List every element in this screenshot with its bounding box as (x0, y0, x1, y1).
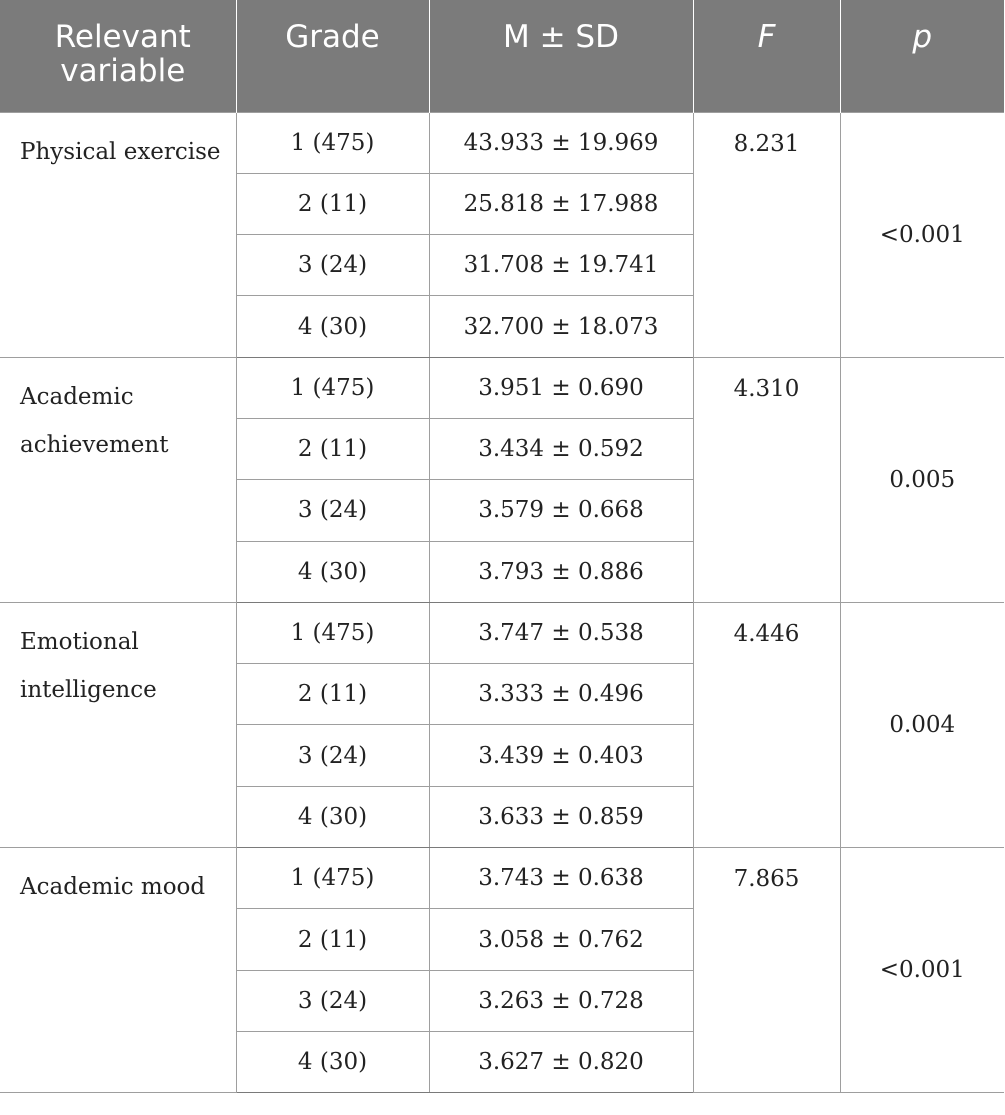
grade-cell: 2 (11) (236, 909, 429, 970)
header-p-label: p (912, 19, 933, 55)
f-value-cell: 8.231 (693, 112, 840, 357)
mean-sd-cell: 3.058 ± 0.762 (429, 909, 693, 970)
p-value-cell: <0.001 (840, 848, 1004, 1093)
header-relevant-variable: Relevant variable (0, 0, 236, 112)
mean-sd-cell: 3.633 ± 0.859 (429, 786, 693, 847)
table-row (0, 848, 1004, 909)
p-value-cell: 0.005 (840, 357, 1004, 602)
p-value-cell: <0.001 (840, 112, 1004, 357)
mean-sd-cell: 3.434 ± 0.592 (429, 418, 693, 479)
mean-sd-cell: 43.933 ± 19.969 (429, 112, 693, 173)
grade-cell: 4 (30) (236, 296, 429, 357)
variable-cell: Emotional intelligence (0, 602, 236, 847)
variable-cell: Academic achievement (0, 357, 236, 602)
header-p (840, 0, 1004, 112)
variable-cell: Academic mood (0, 848, 236, 1093)
grade-cell: 4 (30) (236, 541, 429, 602)
table-row (0, 357, 1004, 418)
grade-cell: 4 (30) (236, 786, 429, 847)
header-row (0, 0, 1004, 112)
mean-sd-cell: 31.708 ± 19.741 (429, 235, 693, 296)
mean-sd-cell: 3.579 ± 0.668 (429, 480, 693, 541)
mean-sd-cell: 3.743 ± 0.638 (429, 848, 693, 909)
grade-cell: 2 (11) (236, 173, 429, 234)
mean-sd-cell: 3.627 ± 0.820 (429, 1031, 693, 1092)
grade-cell: 2 (11) (236, 664, 429, 725)
grade-cell: 3 (24) (236, 235, 429, 296)
mean-sd-cell: 3.439 ± 0.403 (429, 725, 693, 786)
table-body (0, 112, 1004, 1093)
grade-cell: 1 (475) (236, 357, 429, 418)
f-value-cell: 4.446 (693, 602, 840, 847)
mean-sd-cell: 25.818 ± 17.988 (429, 173, 693, 234)
header-grade: Grade (236, 0, 429, 112)
grade-cell: 3 (24) (236, 480, 429, 541)
p-value-cell: 0.004 (840, 602, 1004, 847)
grade-cell: 2 (11) (236, 418, 429, 479)
grade-cell: 4 (30) (236, 1031, 429, 1092)
grade-cell: 3 (24) (236, 725, 429, 786)
variable-cell: Physical exercise (0, 112, 236, 357)
table-row (0, 602, 1004, 663)
grade-cell: 1 (475) (236, 848, 429, 909)
mean-sd-cell: 3.793 ± 0.886 (429, 541, 693, 602)
grade-cell: 3 (24) (236, 970, 429, 1031)
mean-sd-cell: 32.700 ± 18.073 (429, 296, 693, 357)
table-header (0, 0, 1004, 112)
mean-sd-cell: 3.333 ± 0.496 (429, 664, 693, 725)
f-value-cell: 4.310 (693, 357, 840, 602)
grade-cell: 1 (475) (236, 112, 429, 173)
grade-cell: 1 (475) (236, 602, 429, 663)
header-m-sd: M ± SD (429, 0, 693, 112)
mean-sd-cell: 3.263 ± 0.728 (429, 970, 693, 1031)
header-f (693, 0, 840, 112)
f-value-cell: 7.865 (693, 848, 840, 1093)
mean-sd-cell: 3.747 ± 0.538 (429, 602, 693, 663)
mean-sd-cell: 3.951 ± 0.690 (429, 357, 693, 418)
table-row (0, 112, 1004, 173)
header-f-label: F (757, 19, 776, 55)
